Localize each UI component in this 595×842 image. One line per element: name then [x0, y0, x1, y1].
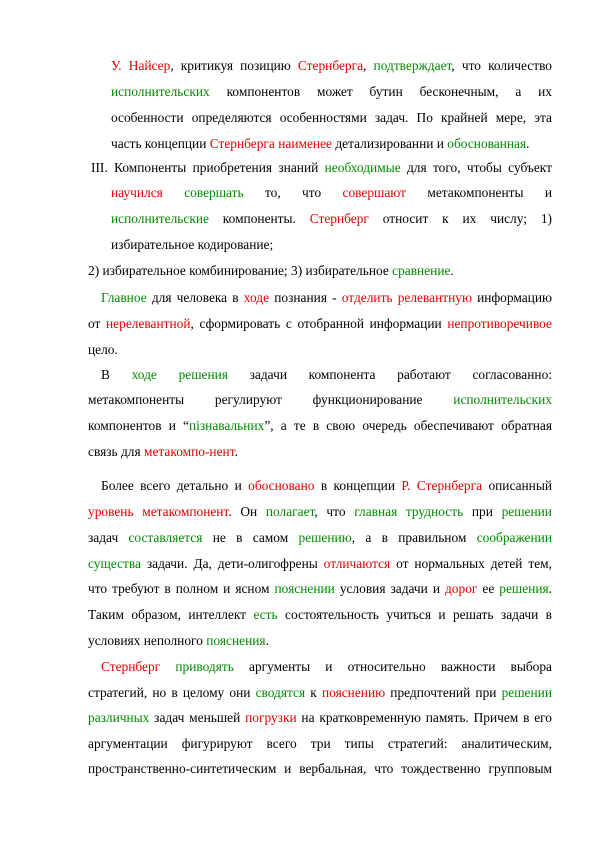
green-highlight-text: пояснении [274, 581, 335, 596]
text-line-5 [91, 159, 552, 176]
green-highlight-text: решению [298, 530, 352, 545]
green-highlight-text: необходимые [324, 160, 401, 175]
green-highlight-text: исполнительских [453, 392, 552, 407]
red-highlight-text: отличаются [323, 556, 391, 571]
text-run: аргументы и относительно важности выбора [233, 659, 552, 674]
text-run: при [463, 504, 502, 519]
green-highlight-text: полагает [265, 504, 315, 519]
green-highlight-text: Главное [101, 290, 147, 305]
text-line-26 [88, 709, 552, 726]
text-run: , а в правильном [351, 530, 477, 545]
text-run: на кратковременную память. Причем в его [296, 710, 552, 725]
text-run: связь для [88, 444, 144, 459]
text-run: ”, а те в свою очередь обеспечивают обратная [264, 418, 552, 433]
text-run: пространственно-синтетическим и вербальная, что тождественно групповым [88, 761, 552, 776]
text-run: информацию [471, 290, 552, 305]
text-run: от нормальных детей тем, [390, 556, 553, 571]
text-run: задач [88, 530, 129, 545]
green-highlight-text: решения [499, 581, 549, 596]
green-highlight-text: сводятся [255, 685, 306, 700]
red-highlight-text: Стернберг [101, 659, 161, 674]
green-highlight-text: существа [88, 556, 141, 571]
text-line-8 [111, 236, 273, 253]
green-highlight-text: подтверждает [373, 58, 452, 73]
text-line-28 [88, 760, 552, 777]
text-run [160, 659, 175, 674]
text-line-22 [88, 606, 552, 623]
red-highlight-text: непротиворечивое [447, 316, 552, 331]
text-line-1 [111, 57, 552, 74]
text-line-27 [88, 735, 552, 752]
red-highlight-text: метакомпо-нент [144, 444, 235, 459]
text-run: состоятельность учиться и решать задачи в [277, 607, 553, 622]
green-highlight-text: решении [501, 685, 552, 700]
text-run: аргументации фигурируют всего три типы стратегий: аналитическим, [88, 736, 552, 751]
text-run: метакомпоненты и [405, 185, 552, 200]
text-run: стратегий, но в целому они [88, 685, 256, 700]
text-run: избирательное кодирование; [111, 237, 274, 252]
green-highlight-text: различных [88, 710, 150, 725]
green-highlight-text: приводять [175, 659, 234, 674]
red-highlight-text: дорог [444, 581, 478, 596]
text-run: относит к их числу; 1) [368, 211, 552, 226]
text-run: условия задачи и [334, 581, 445, 596]
green-highlight-text: исполнительских [111, 84, 210, 99]
text-run: метакомпоненты регулируют функционирование [88, 392, 454, 407]
green-highlight-text: пояснения [206, 633, 266, 648]
text-run: задачи компонента работают согласованно: [227, 367, 552, 382]
text-line-15 [88, 417, 552, 434]
text-line-21 [88, 580, 552, 597]
text-line-14 [88, 391, 552, 408]
green-highlight-text: составляется [128, 530, 203, 545]
red-highlight-text: ходе [243, 290, 270, 305]
text-run: для того, чтобы субъект [400, 160, 552, 175]
text-run: , что [314, 504, 355, 519]
text-line-12 [88, 341, 118, 358]
text-line-9 [88, 262, 454, 279]
green-highlight-text: исполнительские [111, 211, 209, 226]
text-run: в концепции [314, 478, 402, 493]
red-highlight-text: погрузки [245, 710, 297, 725]
text-run: , что количество [451, 58, 552, 73]
text-run: , сформировать с отобранной информации [190, 316, 448, 331]
green-highlight-text: соображении [476, 530, 552, 545]
green-highlight-text: ходе [131, 367, 157, 382]
red-highlight-text: отделить [341, 290, 393, 305]
red-highlight-text: У. Найсер [111, 58, 171, 73]
text-line-2 [111, 83, 552, 100]
text-line-16 [88, 443, 238, 460]
red-highlight-text: уровень метакомпонент [88, 504, 229, 519]
text-run: описанный [482, 478, 553, 493]
text-run: особенности определяются особенностями задач. По крайней мере, эта [111, 110, 552, 125]
text-run: часть концепции [111, 136, 210, 151]
text-run: то, что [243, 185, 343, 200]
text-run: , [363, 58, 374, 73]
text-run: . [265, 633, 269, 648]
text-line-13 [101, 366, 552, 383]
text-run: . [234, 444, 238, 459]
text-run: . Он [228, 504, 266, 519]
red-highlight-text: пояснению [321, 685, 386, 700]
text-line-10 [101, 289, 552, 306]
text-line-6 [111, 184, 552, 201]
text-line-19 [88, 529, 552, 546]
text-run: Таким образом, интеллект [88, 607, 254, 622]
text-run [157, 367, 179, 382]
text-run: В [101, 367, 132, 382]
red-highlight-text: обосновано [248, 478, 315, 493]
green-highlight-text: пізнавальних [189, 418, 265, 433]
text-run: компоненты. [208, 211, 310, 226]
green-highlight-text: обоснованная [447, 136, 527, 151]
green-highlight-text: сравнение [392, 263, 451, 278]
text-run: . [450, 263, 454, 278]
text-run: III. Компоненты приобретения знаний [91, 160, 325, 175]
green-highlight-text: есть [253, 607, 278, 622]
red-highlight-text: Стернберга [297, 58, 364, 73]
red-highlight-text: научился [111, 185, 163, 200]
text-run: 2) избирательное комбинирование; 3) избирательное [88, 263, 393, 278]
red-highlight-text: Стернберга наименее [209, 136, 332, 151]
text-run: , критикуя позицию [170, 58, 298, 73]
text-line-25 [88, 684, 552, 701]
text-run: ее [477, 581, 500, 596]
text-run: Более всего детально и [101, 478, 249, 493]
text-line-11 [88, 315, 552, 332]
text-line-20 [88, 555, 552, 572]
text-run: цело. [88, 342, 118, 357]
green-highlight-text: решении [501, 504, 552, 519]
green-highlight-text: главная трудность [354, 504, 464, 519]
red-highlight-text: Р. Стернберга [401, 478, 483, 493]
text-run: условиях неполного [88, 633, 207, 648]
text-run: компонентов может бутин бесконечным, а их [209, 84, 552, 99]
text-run: что требуют в полном и ясном [88, 581, 275, 596]
text-run: задач меньшей [149, 710, 246, 725]
text-run: к [305, 685, 322, 700]
green-highlight-text: совершать [184, 185, 244, 200]
text-run: детализированни и [331, 136, 448, 151]
text-line-4 [111, 135, 530, 152]
red-highlight-text: нерелевантной [106, 316, 191, 331]
red-highlight-text: совершают [342, 185, 406, 200]
text-line-24 [101, 658, 552, 675]
text-run: . [548, 581, 553, 596]
text-line-18 [88, 503, 552, 520]
text-line-3 [111, 109, 552, 126]
text-run: . [526, 136, 530, 151]
text-run: от [88, 316, 107, 331]
text-run: предпочтений при [385, 685, 502, 700]
text-run: не в самом [202, 530, 299, 545]
red-highlight-text: релевантную [397, 290, 472, 305]
red-highlight-text: Стернберг [309, 211, 369, 226]
green-highlight-text: решения [178, 367, 228, 382]
text-run: задачи. Да, дети-олигофрены [140, 556, 324, 571]
text-run: познания - [269, 290, 342, 305]
text-run: для человека в [146, 290, 244, 305]
text-run: компонентов и “ [88, 418, 189, 433]
text-line-7 [111, 210, 552, 227]
text-line-23 [88, 632, 269, 649]
text-line-17 [101, 477, 552, 494]
text-run [163, 185, 184, 200]
